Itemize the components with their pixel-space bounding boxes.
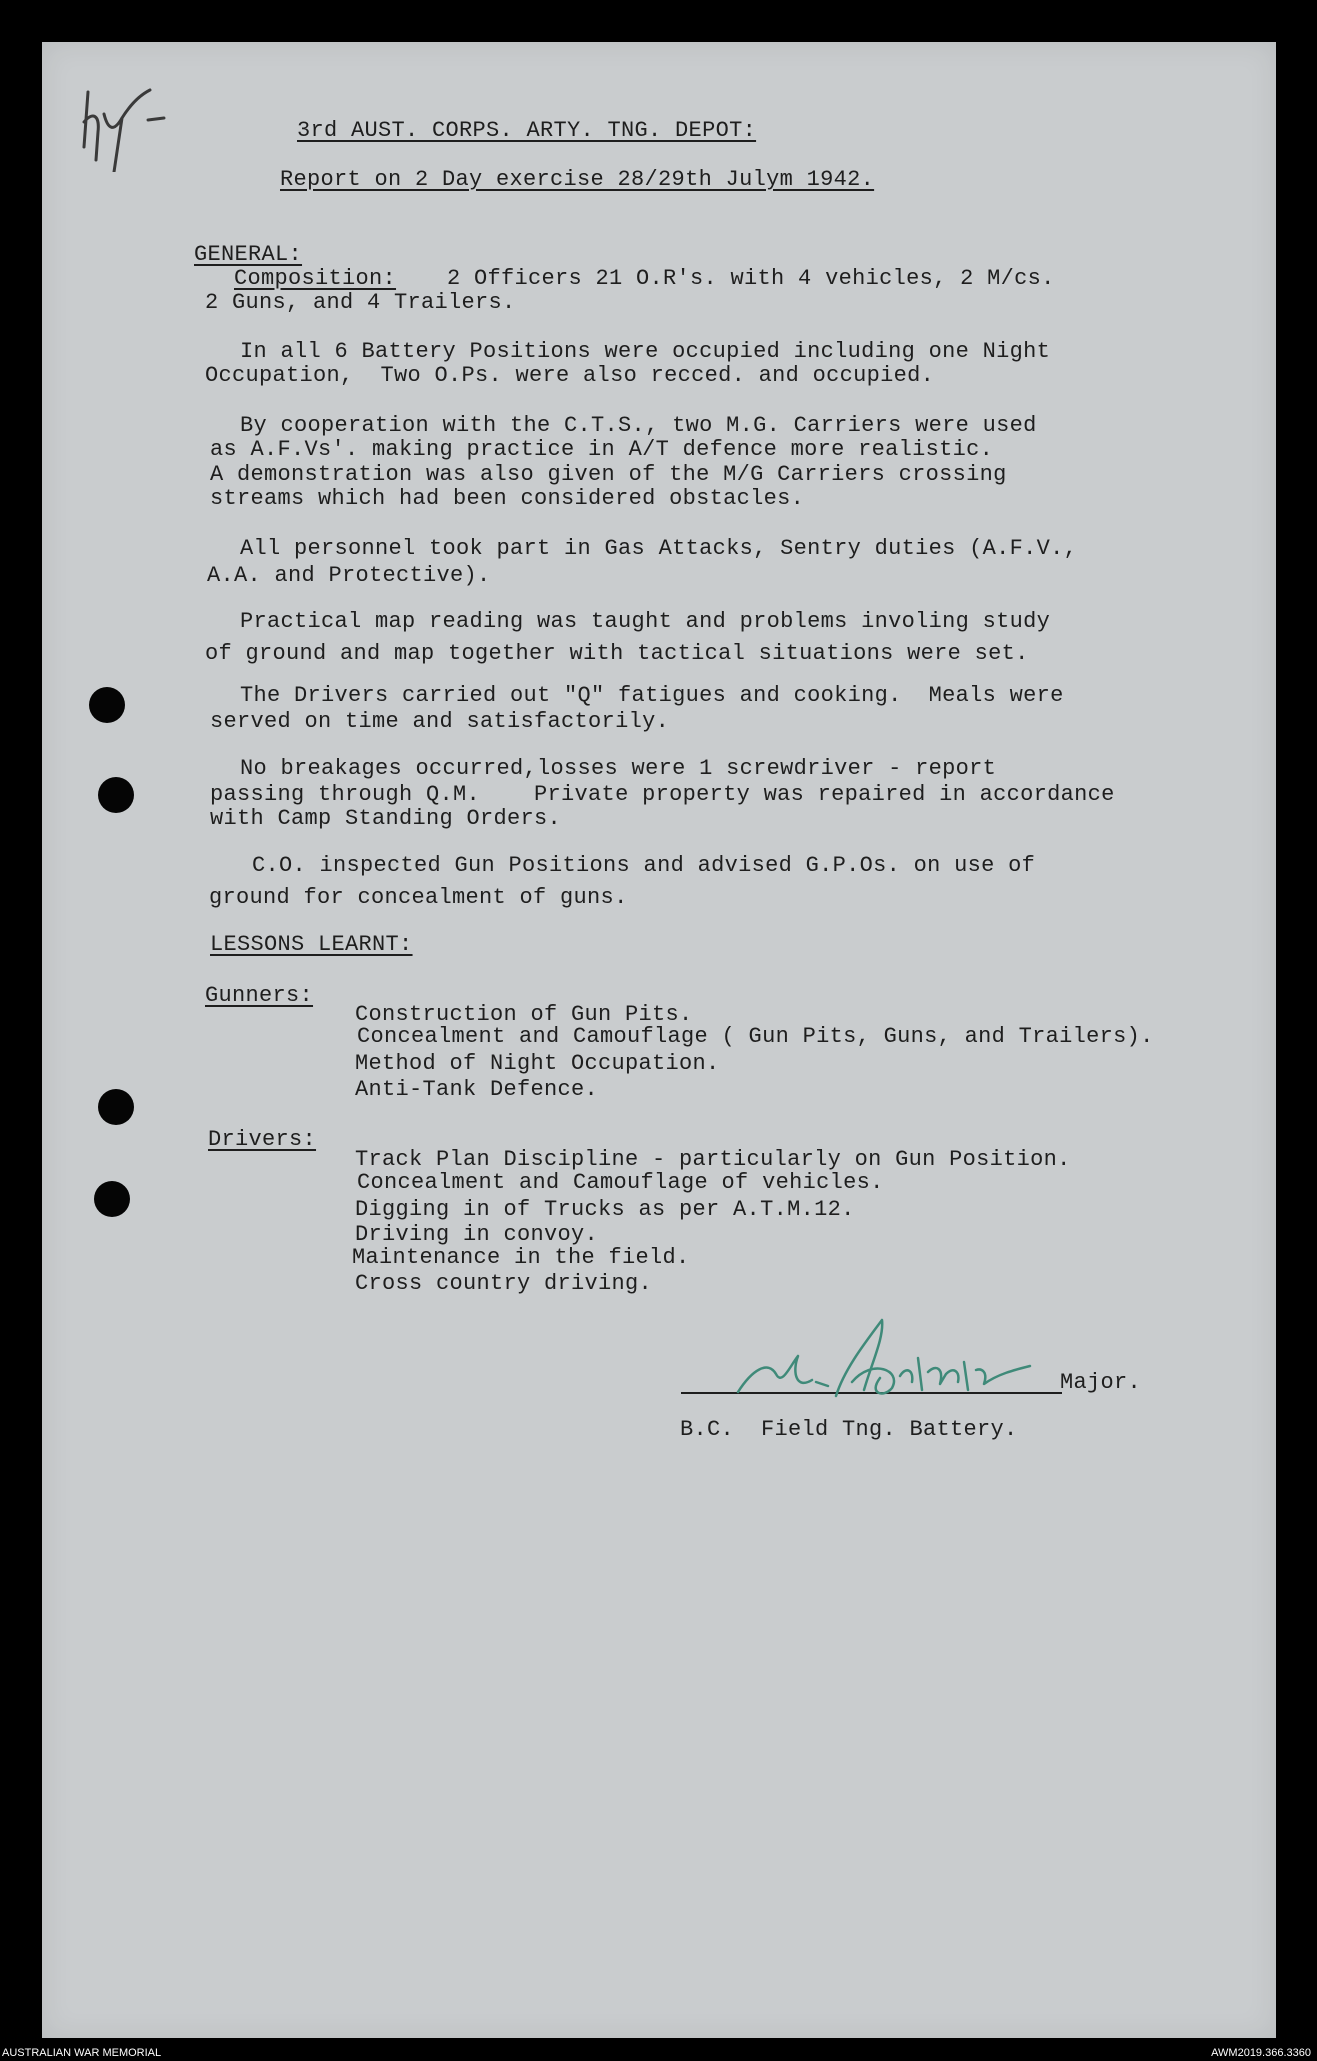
gunners-item: Construction of Gun Pits. [355, 1002, 693, 1027]
drivers-item: Driving in convoy. [355, 1222, 599, 1247]
signatory-title: B.C. Field Tng. Battery. [680, 1417, 1018, 1442]
paragraph-line: No breakages occurred,losses were 1 screwdriver - report [240, 756, 997, 781]
drivers-item: Concealment and Camouflage of vehicles. [357, 1170, 884, 1195]
paragraph-line: served on time and satisfactorily. [210, 709, 670, 734]
paragraph-line: ground for concealment of guns. [209, 885, 628, 910]
drivers-item: Cross country driving. [355, 1271, 653, 1296]
composition-label: Composition: [234, 266, 397, 291]
document-title: 3rd AUST. CORPS. ARTY. TNG. DEPOT: [297, 118, 757, 143]
paragraph-line: passing through Q.M. Private property was repaired in accordance [210, 782, 1115, 807]
gunners-label: Gunners: [205, 983, 314, 1008]
drivers-item: Maintenance in the field. [352, 1245, 690, 1270]
paragraph-line: Practical map reading was taught and problems involing study [240, 609, 1051, 634]
signature [732, 1310, 1052, 1410]
lessons-heading: LESSONS LEARNT: [210, 932, 413, 957]
paragraph-line: The Drivers carried out "Q" fatigues and cooking. Meals were [240, 683, 1064, 708]
punch-hole [98, 1089, 134, 1125]
paragraph-line: All personnel took part in Gas Attacks, Sentry duties (A.F.V., [240, 536, 1078, 561]
footer-institution: AUSTRALIAN WAR MEMORIAL [2, 2047, 162, 2059]
drivers-label: Drivers: [208, 1127, 317, 1152]
paragraph-line: with Camp Standing Orders. [210, 806, 562, 831]
paragraph-line: By cooperation with the C.T.S., two M.G. Carriers were used [240, 413, 1037, 438]
paragraph-line: streams which had been considered obstacles. [210, 486, 805, 511]
paragraph-line: A.A. and Protective). [207, 563, 491, 588]
composition-text: 2 Officers 21 O.R's. with 4 vehicles, 2 M/cs. [420, 266, 1055, 291]
drivers-item: Digging in of Trucks as per A.T.M.12. [355, 1197, 855, 1222]
punch-hole [89, 687, 125, 723]
composition-text: 2 Guns, and 4 Trailers. [205, 290, 516, 315]
gunners-item: Anti-Tank Defence. [355, 1077, 599, 1102]
punch-hole [98, 777, 134, 813]
general-heading: GENERAL: [194, 242, 303, 267]
handwritten-initials [78, 72, 174, 172]
drivers-item: Track Plan Discipline - particularly on Gun Position. [355, 1147, 1071, 1172]
paragraph-line: C.O. inspected Gun Positions and advised G.P.Os. on use of [252, 853, 1036, 878]
paragraph-line: A demonstration was also given of the M/G Carriers crossing [210, 462, 1007, 487]
rank-label: Major. [1060, 1370, 1142, 1395]
footer-accession-number: AWM2019.366.3360 [1211, 2047, 1311, 2059]
gunners-item: Method of Night Occupation. [355, 1051, 720, 1076]
paragraph-line: as A.F.Vs'. making practice in A/T defence more realistic. [210, 437, 994, 462]
paragraph-line: In all 6 Battery Positions were occupied including one Night [240, 339, 1051, 364]
paragraph-line: of ground and map together with tactical situations were set. [205, 641, 1029, 666]
punch-hole [94, 1181, 130, 1217]
gunners-item: Concealment and Camouflage ( Gun Pits, Guns, and Trailers). [357, 1024, 1154, 1049]
document-subtitle: Report on 2 Day exercise 28/29th Julym 1942. [280, 167, 875, 192]
paragraph-line: Occupation, Two O.Ps. were also recced. and occupied. [205, 363, 935, 388]
